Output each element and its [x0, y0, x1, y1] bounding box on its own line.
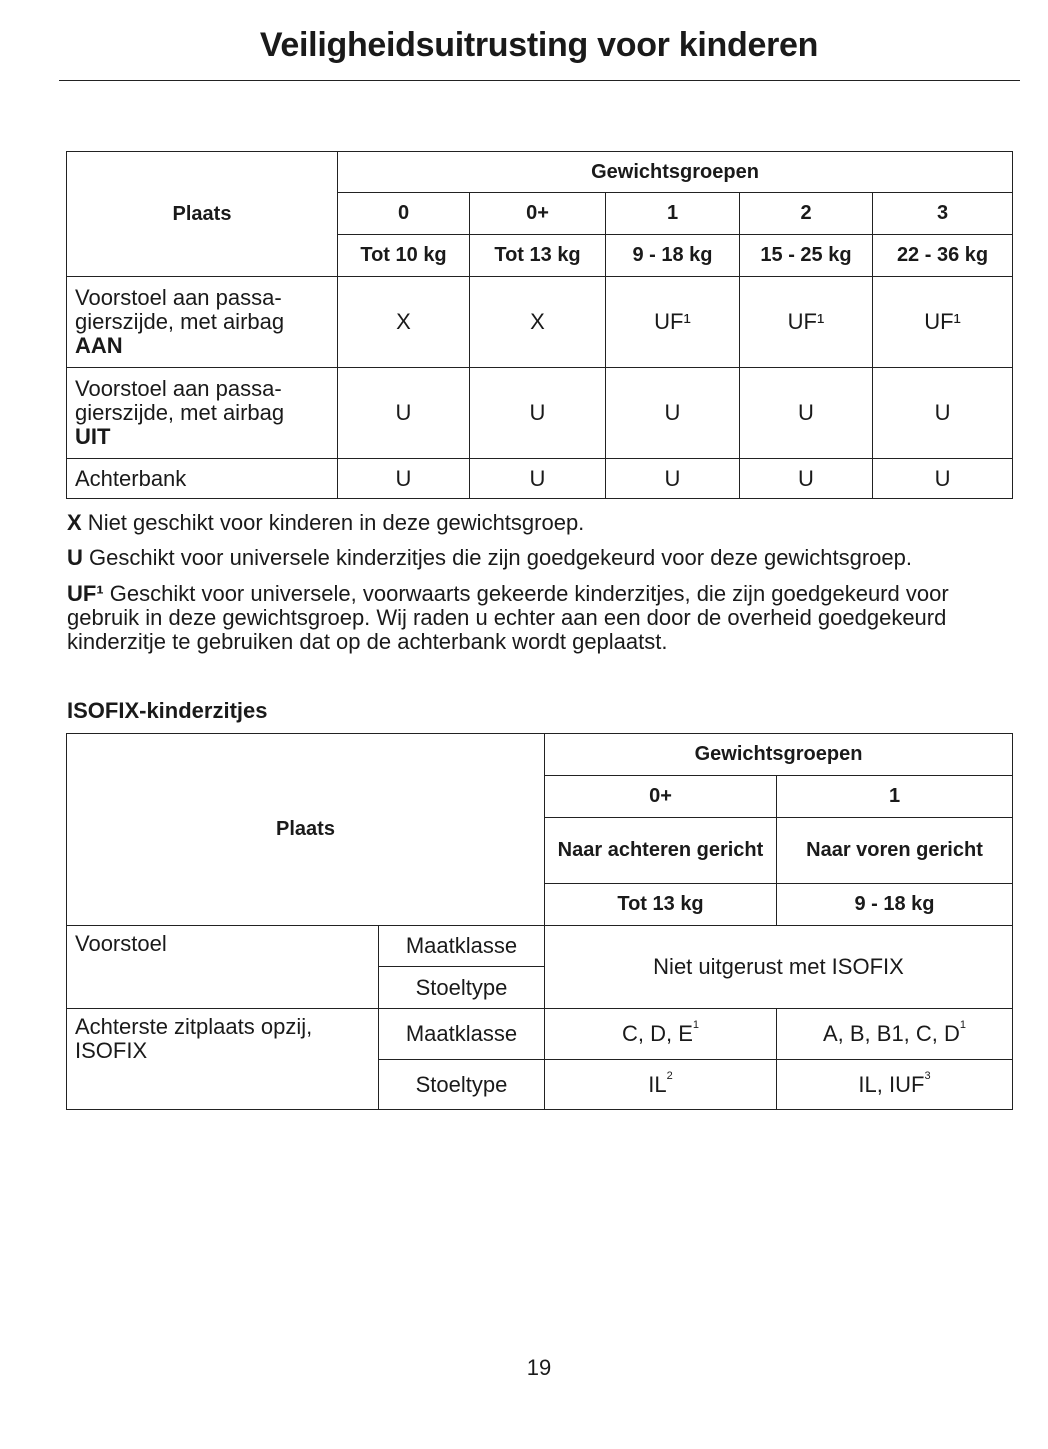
legend-key: X: [67, 510, 82, 535]
isofix-table: [66, 733, 1013, 1110]
cell-text: C, D, E: [621, 1021, 693, 1046]
group-header: 3: [873, 193, 1013, 235]
table-cell: U: [470, 459, 606, 499]
table-row: [67, 1009, 1013, 1060]
table-cell: Stoeltype: [379, 1060, 545, 1110]
group-header: 0+: [470, 193, 606, 235]
row-label-line: Voorstoel aan passa-: [75, 285, 282, 310]
row-label: Voorstoel: [67, 926, 379, 1009]
legend-item: [67, 546, 1017, 570]
place-header: Plaats: [67, 734, 545, 926]
cell-text: IL, IUF: [858, 1071, 925, 1097]
row-label: [67, 1009, 379, 1110]
table-cell: U: [740, 368, 873, 459]
footnote-marker: 1: [959, 1019, 967, 1031]
table-cell: Maatklasse: [379, 1009, 545, 1060]
table-cell: [777, 1060, 1013, 1110]
footnote-marker: 1: [692, 1019, 700, 1031]
legend-text: Geschikt voor universele, voorwaarts gekeerde kinderzitjes, die zijn goedgekeurd voor gebruik in deze gewichtsgroep. Wij raden u echter aan een door de overheid goedgekeurd kinderzitje te gebruiken dat op de achterbank wordt geplaatst.: [67, 581, 949, 654]
page-number: 19: [526, 1355, 552, 1380]
row-label-line: gierszijde, met airbag: [75, 309, 285, 334]
table-row: [67, 926, 1013, 967]
direction-header: Naar achteren gericht: [545, 818, 777, 884]
place-header: Plaats: [67, 152, 338, 277]
table-cell: UF¹: [873, 277, 1013, 368]
table-cell: X: [470, 277, 606, 368]
table-cell: U: [873, 368, 1013, 459]
page-title: Veiligheidsuitrusting voor kinderen: [259, 26, 819, 64]
title-divider: [59, 80, 1020, 81]
weight-groups-header: Gewichtsgroepen: [338, 152, 1013, 193]
weight-header: 9 - 18 kg: [606, 235, 740, 277]
table-row: [67, 277, 1013, 368]
legend-item: [67, 511, 1017, 535]
table-cell: Maatklasse: [379, 926, 545, 967]
table-cell: U: [338, 368, 470, 459]
legend-key: UF¹: [67, 581, 104, 606]
weight-header: Tot 13 kg: [545, 884, 777, 926]
row-label-line: ISOFIX: [75, 1038, 148, 1063]
weight-header: 9 - 18 kg: [777, 884, 1013, 926]
legend-text: Niet geschikt voor kinderen in deze gewichtsgroep.: [81, 510, 585, 535]
table-cell: U: [606, 368, 740, 459]
row-label-line: Voorstoel aan passa-: [75, 376, 282, 401]
section-title: ISOFIX-kinderzitjes: [67, 698, 268, 723]
group-header: 0: [338, 193, 470, 235]
table-cell: U: [338, 459, 470, 499]
cell-text: A, B, B1, C, D: [822, 1021, 960, 1046]
group-header: 1: [606, 193, 740, 235]
legend-key: U: [67, 545, 83, 570]
weight-header: Tot 13 kg: [470, 235, 606, 277]
table-cell: [545, 1060, 777, 1110]
table-cell: [777, 1009, 1013, 1060]
legend-text: Geschikt voor universele kinderzitjes die zijn goedgekeurd voor deze gewichtsgroep.: [82, 545, 913, 570]
table-cell: Stoeltype: [379, 967, 545, 1009]
table-cell: U: [470, 368, 606, 459]
weight-header: Tot 10 kg: [338, 235, 470, 277]
weight-groups-header: Gewichtsgroepen: [545, 734, 1013, 776]
row-label: Achterbank: [67, 459, 338, 499]
row-label: [67, 368, 338, 459]
weight-header: 15 - 25 kg: [740, 235, 873, 277]
row-label-bold: UIT: [75, 424, 111, 449]
row-label: [67, 277, 338, 368]
footnote-marker: 2: [666, 1069, 673, 1082]
table-cell: X: [338, 277, 470, 368]
cell-text: IL: [648, 1071, 667, 1097]
legend-item: [67, 582, 1017, 654]
footnote-marker: 3: [924, 1069, 931, 1082]
table-cell: UF¹: [606, 277, 740, 368]
weight-header: 22 - 36 kg: [873, 235, 1013, 277]
row-label-line: gierszijde, met airbag: [75, 400, 285, 425]
table-row: [67, 459, 1013, 499]
row-label-bold: AAN: [75, 333, 123, 358]
table-row: [67, 368, 1013, 459]
group-header: 0+: [545, 776, 777, 818]
weight-group-table: [66, 151, 1013, 499]
table-cell: Niet uitgerust met ISOFIX: [545, 926, 1013, 1009]
direction-header: Naar voren gericht: [777, 818, 1013, 884]
group-header: 2: [740, 193, 873, 235]
table-cell: UF¹: [740, 277, 873, 368]
table-cell: U: [606, 459, 740, 499]
group-header: 1: [777, 776, 1013, 818]
row-label-line: Achterste zitplaats opzij,: [75, 1014, 313, 1039]
table-cell: U: [740, 459, 873, 499]
table-cell: [545, 1009, 777, 1060]
table-cell: U: [873, 459, 1013, 499]
